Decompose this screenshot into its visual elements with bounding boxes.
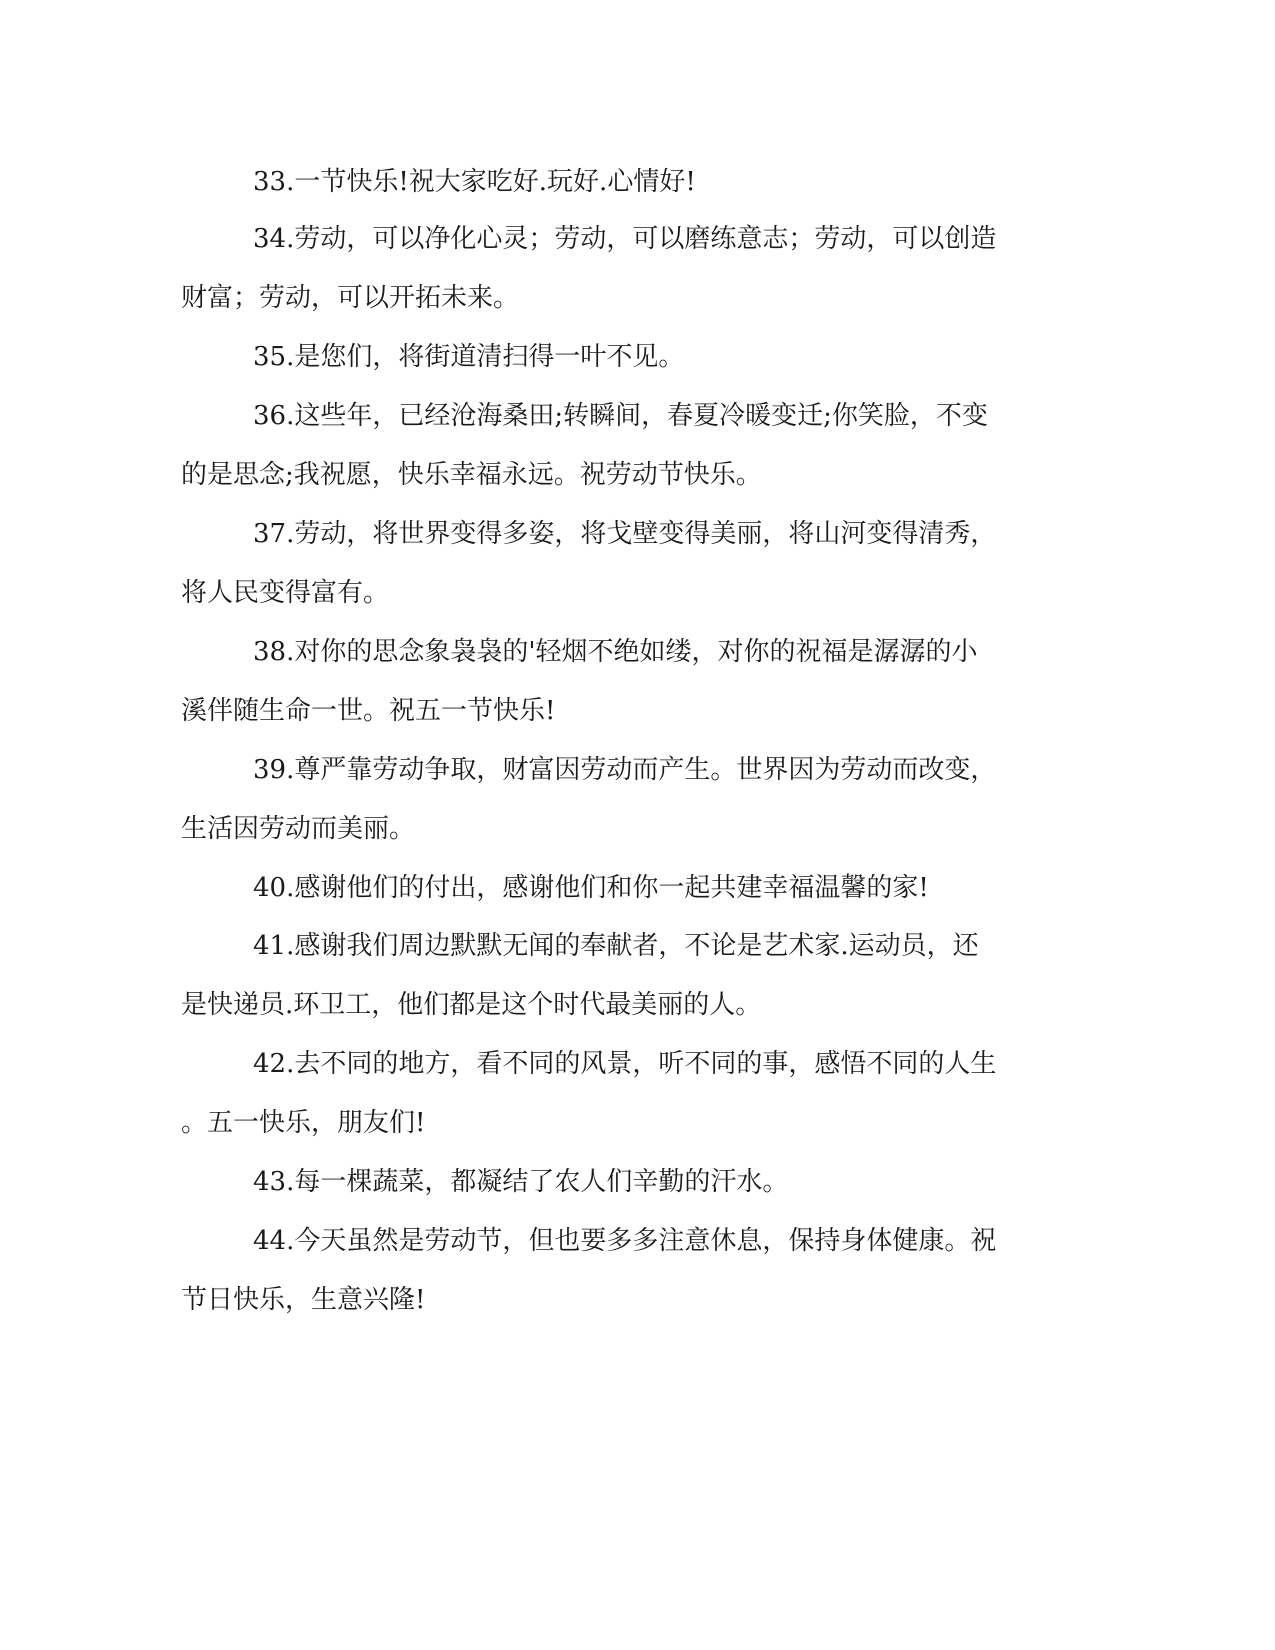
line-43: 43.每一棵蔬菜，都凝结了农人们辛勤的汗水。 (253, 1167, 789, 1197)
line-40: 40.感谢他们的付出，感谢他们和你一起共建幸福温馨的家! (253, 873, 929, 903)
line-37b: 将人民变得富有。 (181, 578, 390, 608)
line-35: 35.是您们，将街道清扫得一叶不见。 (253, 342, 685, 372)
line-42a: 42.去不同的地方，看不同的风景，听不同的事，感悟不同的人生 (253, 1049, 997, 1079)
line-36a: 36.这些年，已经沧海桑田;转瞬间，春夏冷暖变迁;你笑脸，不变 (253, 401, 988, 431)
line-44b: 节日快乐，生意兴隆! (181, 1285, 426, 1315)
line-34a: 34.劳动，可以净化心灵；劳动，可以磨练意志；劳动，可以创造 (253, 224, 997, 254)
line-41a: 41.感谢我们周边默默无闻的奉献者，不论是艺术家.运动员，还 (253, 931, 979, 961)
line-37a: 37.劳动，将世界变得多姿，将戈壁变得美丽，将山河变得清秀， (253, 519, 997, 549)
line-33: 33.一节快乐!祝大家吃好.玩好.心情好! (253, 167, 696, 197)
line-36b: 的是思念;我祝愿，快乐幸福永远。祝劳动节快乐。 (181, 460, 762, 490)
line-38b: 溪伴随生命一世。祝五一节快乐! (181, 696, 556, 726)
line-44a: 44.今天虽然是劳动节，但也要多多注意休息，保持身体健康。祝 (253, 1226, 997, 1256)
line-39b: 生活因劳动而美丽。 (181, 814, 416, 844)
line-42b: 。五一快乐，朋友们! (181, 1108, 426, 1138)
line-34b: 财富；劳动，可以开拓未来。 (181, 283, 520, 313)
line-39a: 39.尊严靠劳动争取，财富因劳动而产生。世界因为劳动而改变， (253, 755, 997, 785)
line-41b: 是快递员.环卫工，他们都是这个时代最美丽的人。 (181, 990, 762, 1020)
line-38a: 38.对你的思念象袅袅的'轻烟不绝如缕，对你的祝福是潺潺的小 (253, 637, 978, 667)
